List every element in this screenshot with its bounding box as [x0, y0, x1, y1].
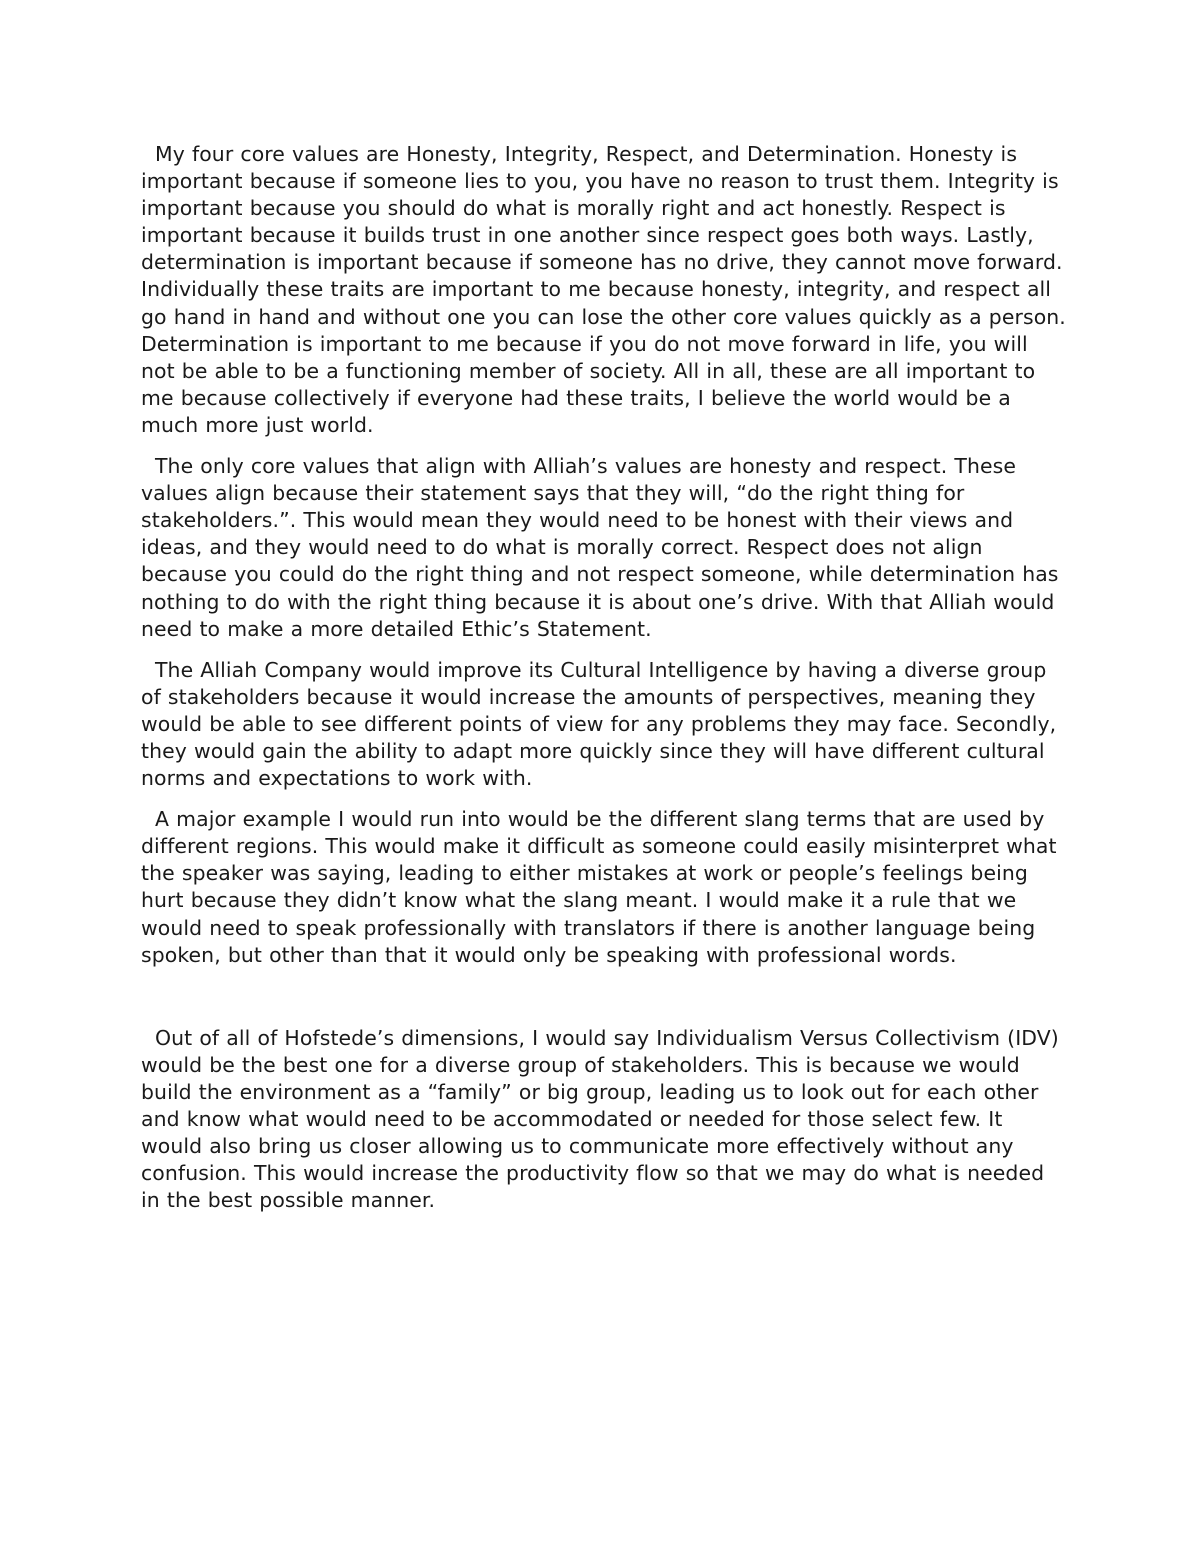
paragraph-cultural-intelligence: The Alliah Company would improve its Cultural Intelligence by having a diverse group of stakeholders because it would increase the amounts of perspectives, meaning they would be able to see different points of view for any problems they may face. Secondly, they would gain the ability to adapt more quickly since they will have different cultural norms and expectations to work with.: [141, 657, 1057, 791]
paragraph-hofstede: Out of all of Hofstede’s dimensions, I would say Individualism Versus Collectivism (IDV) would be the best one for a diverse group of stakeholders. This is because we would build the environment as a “family” or big group, leading us to look out for each other and know what would need to be accommodated or needed for those select few. It would also bring us closer allowing us to communicate more effectively without any confusion. This would increase the productivity flow so that we may do what is needed in the best possible manner.: [141, 1025, 1059, 1213]
paragraph-slang-example: A major example I would run into would be the different slang terms that are used by different regions. This would make it difficult as someone could easily misinterpret what the speaker was saying, leading to either mistakes at work or people’s feelings being hurt because they didn’t know what the slang meant. I would make it a rule that we would need to speak professionally with translators if there is another language being spoken, but other than that it would only be speaking with professional words.: [141, 807, 1057, 967]
document-body: [141, 141, 1066, 1228]
paragraph-alliah-values: The only core values that align with Alliah’s values are honesty and respect. These values align because their statement says that they will, “do the right thing for stakeholders.”. This would mean they would need to be honest with their views and ideas, and they would need to do what is morally correct. Respect does not align because you could do the right thing and not respect someone, while determination has nothing to do with the right thing because it is about one’s drive. With that Alliah would need to make a more detailed Ethic’s Statement.: [141, 454, 1059, 641]
paragraph-core-values: My four core values are Honesty, Integrity, Respect, and Determination. Honesty is important because if someone lies to you, you have no reason to trust them. Integrity is important because you should do what is morally right and act honestly. Respect is important because it builds trust in one another since respect goes both ways. Lastly, determination is important because if someone has no drive, they cannot move forward. Individually these traits are important to me because honesty, integrity, and respect all go hand in hand and without one you can lose the other core values quickly as a person. Determination is important to me because if you do not move forward in life, you will not be able to be a functioning member of society. All in all, these are all important to me because collectively if everyone had these traits, I believe the world would be a much more just world.: [141, 142, 1066, 437]
